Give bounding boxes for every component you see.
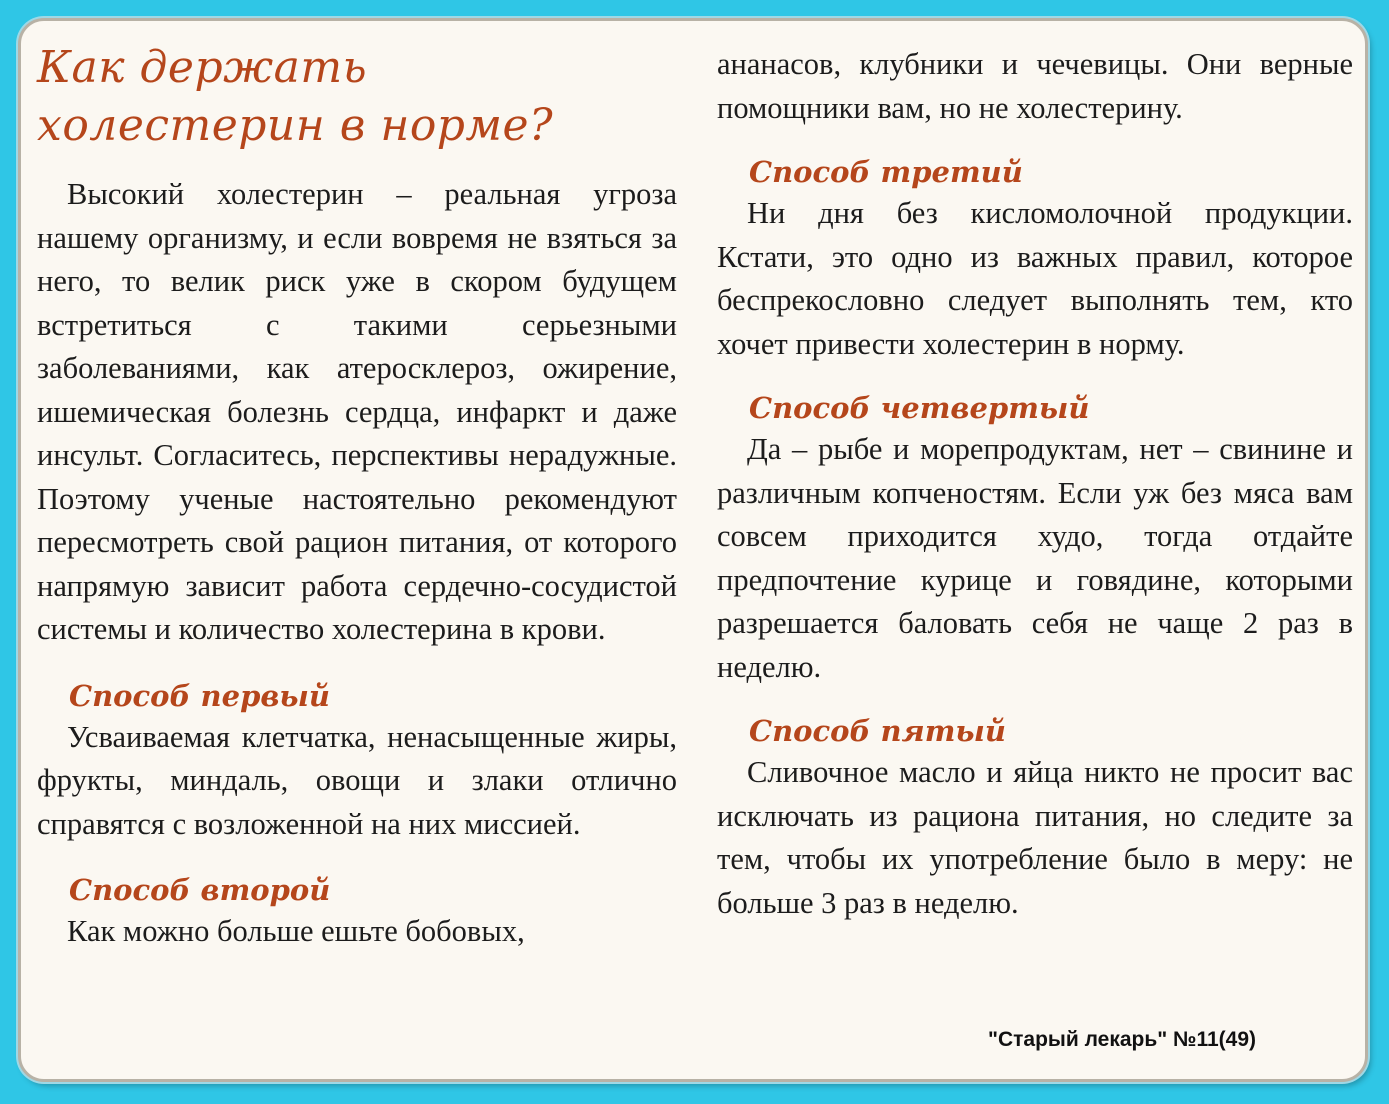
method5-paragraph: Сливочное масло и яйца никто не просит вас исключать из рациона питания, но следите за тем, чтобы их употребление было в меру: не больше 3 раз в неделю. [717,755,1353,920]
source-caption: "Старый лекарь" №11(49) [988,1028,1257,1051]
method2-paragraph-start: Как можно больше ешьте бобовых, [67,914,525,948]
method5-heading: Способ пятый [749,714,1006,748]
method4-heading: Способ четвертый [749,391,1090,425]
intro-paragraph: Высокий холестерин – реальная угроза нашему организму, и если вовремя не взяться за него, то велик риск уже в скором будущем встретиться с такими серьезными заболеваниями, как атеросклероз, ожирение, ишемическая болезнь сердца, инфаркт и даже инсульт. Согласитесь, перспективы нерадужные. Поэтому ученые настоятельно рекомендуют пересмотреть свой рацион питания, от которого напрямую зависит работа сердечно-сосудистой системы и количество холестерина в крови. [37,177,677,646]
title-line-2: холестерин в норме? [37,100,554,151]
method2-paragraph-end: ананасов, клубники и чечевицы. Они верные помощники вам, но не холестерину. [717,47,1353,125]
article-card [18,18,1368,1082]
method1-paragraph: Усваиваемая клетчатка, ненасыщенные жиры, фрукты, миндаль, овощи и злаки отлично справятся с возложенной на них миссией. [37,719,677,841]
method2-heading: Способ второй [69,873,331,907]
article-title [37,39,677,155]
method3-paragraph: Ни дня без кисломолочной продукции. Кстати, это одно из важных правил, которое беспрекословно следует выполнять тем, кто хочет привести холестерин в норму. [717,196,1353,361]
method4-paragraph: Да – рыбе и морепродуктам, нет – свинине и различным копченостям. Если уж без мяса вам совсем приходится худо, тогда отдайте предпочтение курице и говядине, которыми разрешается баловать себя не чаще 2 раз в неделю. [717,432,1353,684]
method3-heading: Способ третий [749,155,1023,189]
right-column [717,21,1353,925]
method1-heading: Способ первый [69,678,330,713]
left-column [37,21,677,954]
title-line-1: Как держать [37,42,368,93]
